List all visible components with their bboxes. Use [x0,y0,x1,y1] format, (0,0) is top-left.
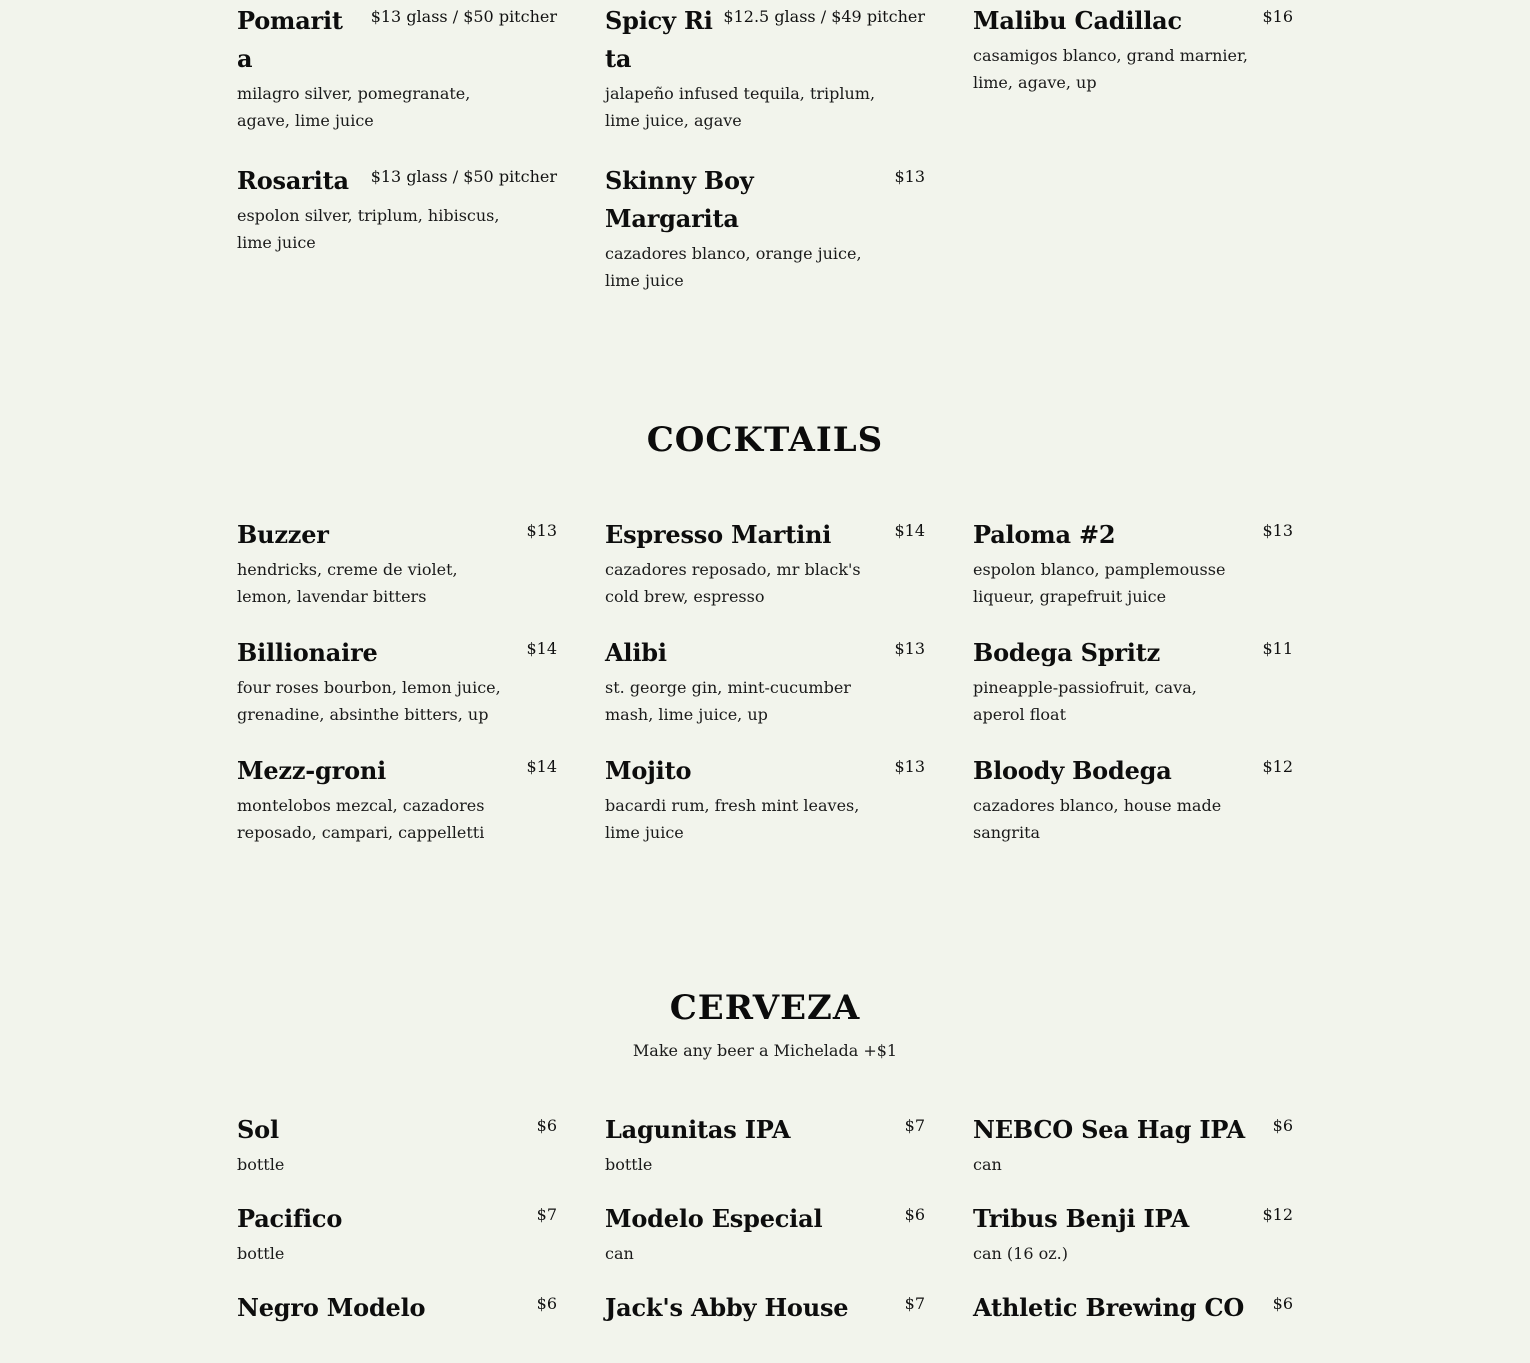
item-name: Alibi [605,638,667,667]
item-price: $13 [1262,521,1293,540]
item-description: jalapeño infused tequila, triplum, lime juice, agave [605,84,876,130]
item-name: Skinny Boy Margarita [605,166,754,233]
menu-item [973,2,1293,96]
item-name: Athletic Brewing CO [973,1293,1245,1322]
item-price: $12 [1262,757,1293,776]
item-name: Rosarita [237,166,349,195]
item-description: can [605,1244,634,1263]
item-price: $14 [526,757,557,776]
item-price: $13 [894,757,925,776]
menu-item [973,1111,1293,1178]
menu-item [973,516,1293,610]
menu-item [605,634,925,728]
menu-item [605,1200,925,1267]
margaritas-column-1 [237,2,557,322]
item-description: milagro silver, pomegranate, agave, lime juice [237,84,471,130]
menu-item [605,2,925,134]
menu-item [237,752,557,846]
item-price: $14 [894,521,925,540]
item-description: st. george gin, mint-cucumber mash, lime juice, up [605,678,851,724]
item-name: Tribus Benji IPA [973,1204,1190,1233]
menu-item [605,1111,925,1178]
item-price: $7 [904,1294,925,1313]
item-description: can [973,1155,1002,1174]
item-description: bottle [237,1244,285,1263]
margaritas-column-2 [605,2,925,322]
item-description: bottle [605,1155,653,1174]
cocktails-grid [237,516,1292,870]
item-name: Billionaire [237,638,378,667]
item-description: espolon silver, triplum, hibiscus, lime juice [237,206,500,252]
item-description: espolon blanco, pamplemousse liqueur, grapefruit juice [973,560,1226,606]
menu-item [237,516,557,610]
menu-item [237,162,557,256]
menu-item [605,1289,925,1329]
item-price: $6 [1272,1116,1293,1135]
item-description: hendricks, creme de violet, lemon, lavendar bitters [237,560,458,606]
cocktails-heading: COCKTAILS [646,420,884,460]
item-price: $6 [904,1205,925,1224]
item-name: Lagunitas IPA [605,1115,791,1144]
item-price: $6 [536,1116,557,1135]
item-price: $13 glass / $50 pitcher [370,7,557,26]
cerveza-heading: CERVEZA [669,988,861,1028]
item-price: $13 [894,639,925,658]
item-price: $12 [1262,1205,1293,1224]
item-name: Malibu Cadillac [973,6,1182,35]
item-description: can (16 oz.) [973,1244,1068,1263]
margaritas-column-3 [973,2,1293,322]
menu-item [605,516,925,610]
item-name: Pacifico [237,1204,343,1233]
menu-item [605,162,925,294]
item-name: Jack's Abby House [605,1293,849,1322]
menu-item [973,634,1293,728]
item-name: Buzzer [237,520,329,549]
item-price: $14 [526,639,557,658]
item-price: $11 [1262,639,1293,658]
item-name: Bodega Spritz [973,638,1161,667]
menu-item [605,752,925,846]
menu-item [237,1200,557,1267]
cocktails-section [237,516,1292,870]
item-price: $7 [536,1205,557,1224]
item-name: Pomarita [237,6,343,73]
cerveza-grid [237,1111,1292,1351]
item-name: Bloody Bodega [973,756,1172,785]
item-price: $7 [904,1116,925,1135]
item-name: NEBCO Sea Hag IPA [973,1115,1245,1144]
menu-item [973,1289,1293,1329]
menu-item [973,1200,1293,1267]
menu-item [237,2,557,134]
item-description: bottle [237,1155,285,1174]
item-description: four roses bourbon, lemon juice, grenadine, absinthe bitters, up [237,678,501,724]
item-description: montelobos mezcal, cazadores reposado, campari, cappelletti [237,796,485,842]
item-price: $6 [536,1294,557,1313]
item-name: Spicy Rita [605,6,713,73]
item-description: cazadores blanco, orange juice, lime juice [605,244,862,290]
item-name: Negro Modelo [237,1293,426,1322]
item-price: $12.5 glass / $49 pitcher [723,7,925,26]
cerveza-section [237,1111,1292,1351]
item-name: Sol [237,1115,279,1144]
item-name: Modelo Especial [605,1204,823,1233]
margaritas-section [237,2,1292,322]
item-name: Espresso Martini [605,520,832,549]
item-name: Mojito [605,756,692,785]
item-description: pineapple-passiofruit, cava, aperol float [973,678,1197,724]
item-description: cazadores reposado, mr black's cold brew, espresso [605,560,861,606]
item-price: $16 [1262,7,1293,26]
item-price: $13 [526,521,557,540]
item-description: bacardi rum, fresh mint leaves, lime juice [605,796,860,842]
item-price: $13 [894,167,925,186]
item-description: cazadores blanco, house made sangrita [973,796,1222,842]
cerveza-subheading: Make any beer a Michelada +$1 [632,1041,898,1060]
menu-item [237,1289,557,1329]
menu-item [237,1111,557,1178]
item-price: $13 glass / $50 pitcher [370,167,557,186]
item-price: $6 [1272,1294,1293,1313]
item-description: casamigos blanco, grand marnier, lime, agave, up [973,46,1248,92]
item-name: Mezz-groni [237,756,387,785]
item-name: Paloma #2 [973,520,1116,549]
menu-item [973,752,1293,846]
menu-item [237,634,557,728]
